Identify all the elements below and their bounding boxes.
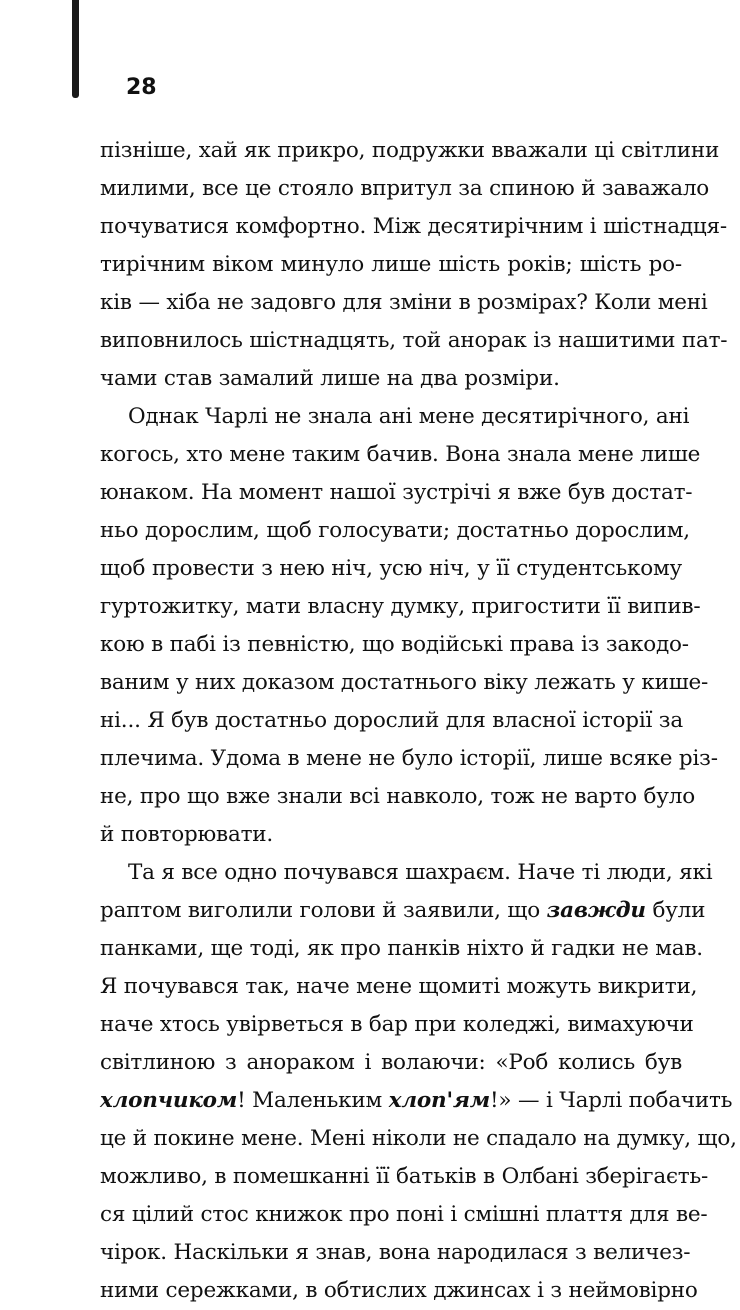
text-segment: !» — і Чарлі побачить [489,1088,733,1113]
text-line: плечима. Удома в мене не було історії, лише всяке різ- [100,746,718,771]
text-line: можливо, в помешканні її батьків в Олбані зберігаєть- [100,1164,709,1189]
text-line: Та я все одно почувався шахраєм. Наче ті люди, які [128,860,713,885]
text-line: гуртожитку, мати власну думку, пригостити її випив- [100,594,701,619]
paragraph-3 [100,854,737,1310]
text-line: юнаком. На момент нашої зустрічі я вже був достат- [100,480,693,505]
text-line: щоб провести з нею ніч, усю ніч, у її студентському [100,556,682,581]
emphasis: хлопчиком [100,1088,238,1113]
text-line: почуватися комфортно. Між десятирічним і шістнадця- [100,214,727,239]
text-line: Я почувався так, наче мене щомиті можуть викрити, [100,974,698,999]
text-line: світлиною з анораком і волаючи: «Роб колись був [100,1050,682,1075]
text-line: це й покине мене. Мені ніколи не спадало на думку, що, [100,1126,737,1151]
text-line: ся цілий стос книжок про поні і смішні плаття для ве- [100,1202,708,1227]
text-line: ваним у них доказом достатнього віку лежать у кише- [100,670,709,695]
body-text [100,132,737,1310]
text-line: ні... Я був достатньо дорослий для власної історії за [100,708,683,733]
text-line: милими, все це стояло впритул за спиною й заважало [100,176,710,201]
text-line: ними сережками, в обтислих джинсах і з неймовірно [100,1278,698,1303]
text-segment: ! Маленьким [237,1088,389,1113]
paragraph-1 [100,132,728,398]
text-line: ків — хіба не задовго для зміни в розмірах? Коли мені [100,290,708,315]
text-segment: раптом виголили голови й заявили, що [100,898,547,923]
text-segment: були [645,898,706,923]
emphasis: завжди [546,898,646,923]
page-edge-mark [72,0,79,98]
text-line: панками, ще тоді, як про панків ніхто й гадки не мав. [100,936,703,961]
text-line-with-emphasis [100,892,706,930]
text-line: чірок. Наскільки я знав, вона народилася з величез- [100,1240,691,1265]
text-line: не, про що вже знали всі навколо, тож не варто було [100,784,695,809]
text-line: й повторювати. [100,822,274,847]
text-line: наче хтось увірветься в бар при коледжі, вимахуючи [100,1012,694,1037]
page-number: 28 [126,75,157,100]
text-line: когось, хто мене таким бачив. Вона знала мене лише [100,442,701,467]
text-line: кою в пабі із певністю, що водійські права із закодо- [100,632,689,657]
text-line: ньо дорослим, щоб голосувати; достатньо дорослим, [100,518,690,543]
text-line: Однак Чарлі не знала ані мене десятирічного, ані [128,404,690,429]
text-line-with-emphasis [100,1082,733,1120]
text-line: чами став замалий лише на два розміри. [100,366,560,391]
text-line: тирічним віком минуло лише шість років; шість ро- [100,252,682,277]
paragraph-2 [100,398,718,854]
emphasis: хлоп'ям [388,1088,490,1113]
text-line: виповнилось шістнадцять, той анорак із нашитими пат- [100,328,728,353]
text-line: пізніше, хай як прикро, подружки вважали ці світлини [100,138,720,163]
